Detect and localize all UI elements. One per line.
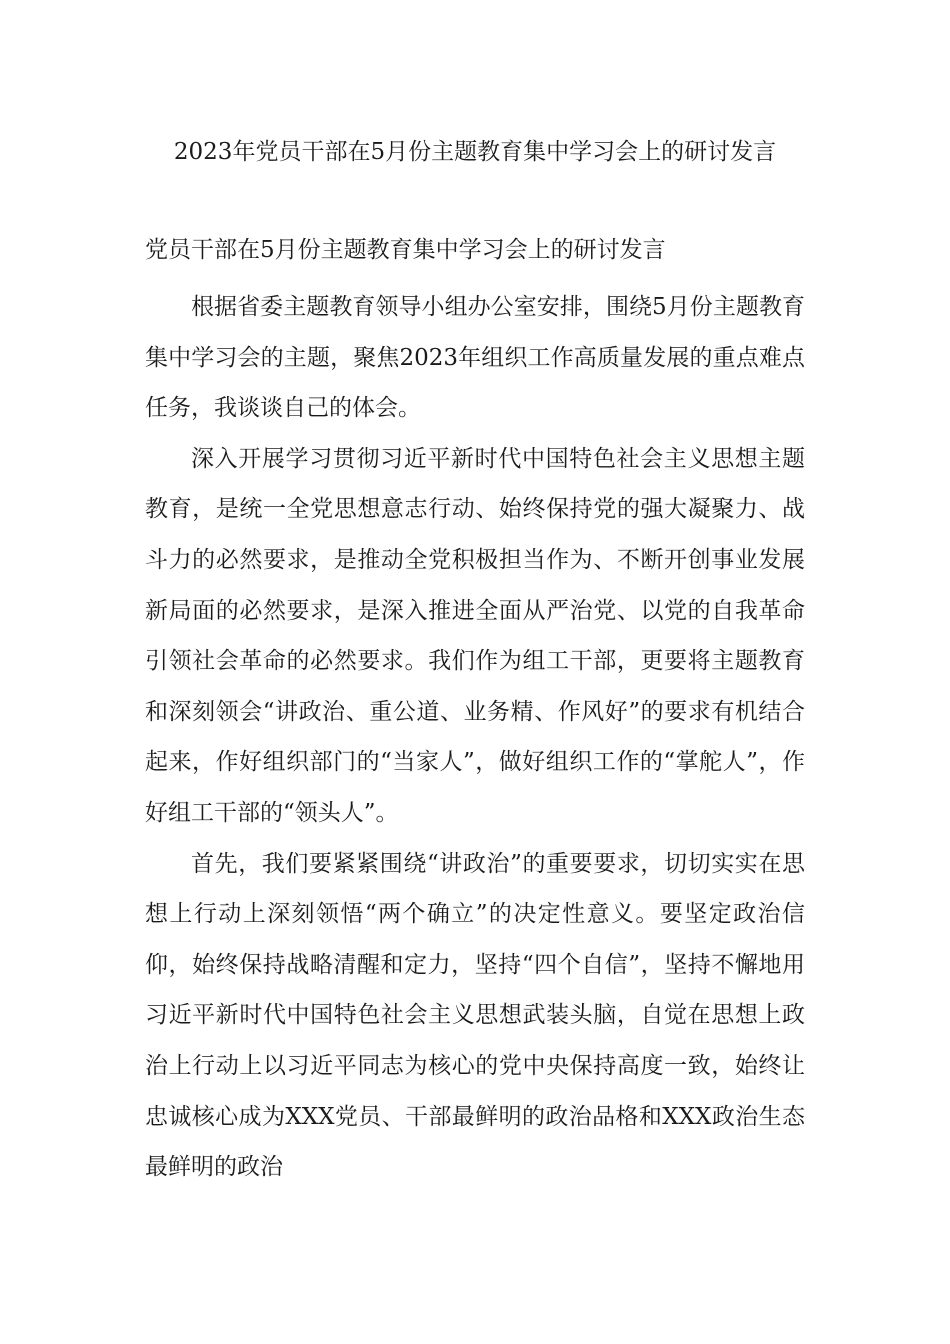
- paragraph-2: 深入开展学习贯彻习近平新时代中国特色社会主义思想主题教育，是统一全党思想意志行动、始终保持党的强大凝聚力、战斗力的必然要求，是推动全党积极担当作为、不断开创事业发展新局面的必然要求，是深入推进全面从严治党、以党的自我革命引领社会革命的必然要求。我们作为组工干部，更要将主题教育和深刻领会“讲政治、重公道、业务精、作风好”的要求有机结合起来，作好组织部门的“当家人”，做好组织工作的“掌舵人”，作好组工干部的“领头人”。: [145, 445, 805, 826]
- document-body: [145, 282, 805, 1193]
- document-subtitle: 党员干部在5月份主题教育集中学习会上的研讨发言: [145, 237, 666, 263]
- paragraph-3: 首先，我们要紧紧围绕“讲政治”的重要要求，切切实实在思想上行动上深刻领悟“两个确立”的决定性意义。要坚定政治信仰，始终保持战略清醒和定力，坚持“四个自信”，坚持不懈地用习近平新时代中国特色社会主义思想武装头脑，自觉在思想上政治上行动上以习近平同志为核心的党中央保持高度一致，始终让忠诚核心成为XXX党员、干部最鲜明的政治品格和XXX政治生态最鲜明的政治: [145, 850, 805, 1181]
- paragraph-1: 根据省委主题教育领导小组办公室安排，围绕5月份主题教育集中学习会的主题，聚焦2023年组织工作高质量发展的重点难点任务，我谈谈自己的体会。: [145, 294, 805, 422]
- document-title: 2023年党员干部在5月份主题教育集中学习会上的研讨发言: [173, 139, 777, 165]
